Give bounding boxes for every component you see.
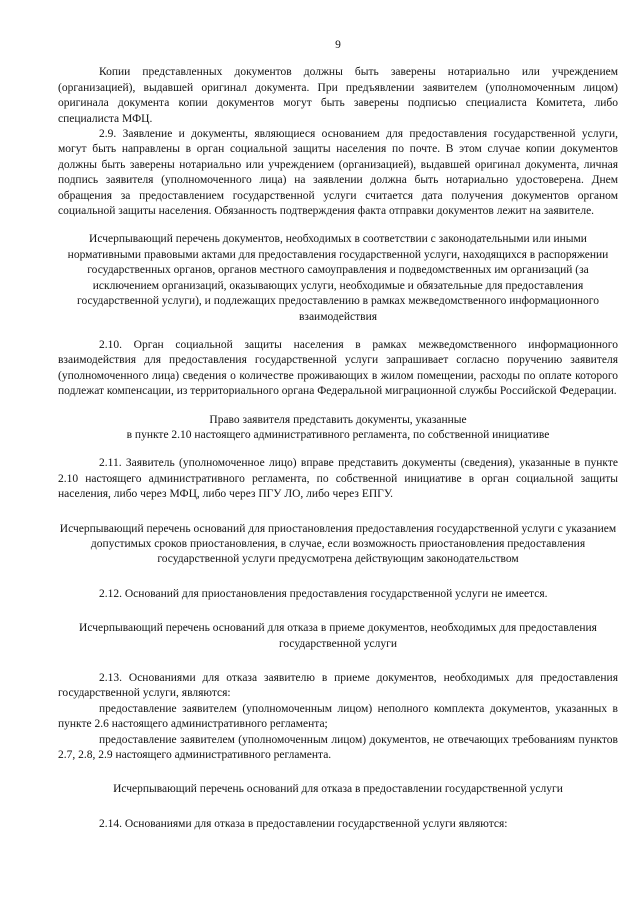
- paragraph-copies-certification: Копии представленных документов должны быть заверены нотариально или учреждением (организацией), выдавшей оригинал документа. При предъявлении заявителем (уполномоченным лицом) оригинала документа копии документов могут быть заверены подписью специалиста Комитета, либо специалиста МФЦ.: [58, 66, 618, 125]
- heading-right-to-submit-line1: Право заявителя представить документы, указанные: [209, 413, 467, 426]
- heading-refusal-of-service: Исчерпывающий перечень оснований для отказа в предоставлении государственной услуги: [113, 783, 563, 796]
- heading-refusal-to-accept-documents: Исчерпывающий перечень оснований для отказа в приеме документов, необходимых для предоставления государственной услуги: [79, 622, 597, 650]
- paragraph-2-9: 2.9. Заявление и документы, являющиеся основанием для предоставления государственной услуги, могут быть направлены в орган социальной защиты населения по почте. В этом случае копии документов должны быть заверены нотариально или учреждением (организацией), выдавшей оригинал документа, личная подпись заявителя (уполномоченного лица) на заявлении должна быть нотариально удостоверена. Днем обращения за предоставлением государственной услуги считается дата получения документов органом социальной защиты населения. Обязанность подтверждения факта отправки документов лежит на заявителе.: [58, 128, 618, 218]
- paragraph-2-11: 2.11. Заявитель (уполномоченное лицо) вправе представить документы (сведения), указанные в пункте 2.10 настоящего административного регламента, по собственной инициативе в орган социальной защиты населения, либо через МФЦ, либо через ПГУ ЛО, либо через ЕПГУ.: [58, 457, 618, 501]
- paragraph-2-12: 2.12. Оснований для приостановления предоставления государственной услуги не имеется.: [99, 587, 548, 600]
- heading-right-to-submit-line2: в пункте 2.10 настоящего административного регламента, по собственной инициативе: [126, 428, 550, 441]
- list-item-noncompliant-documents: предоставление заявителем (уполномоченным лицом) документов, не отвечающих требованиям пунктов 2.7, 2.8, 2.9 настоящего административного регламента.: [58, 733, 618, 762]
- paragraph-2-14: 2.14. Основаниями для отказа в предоставлении государственной услуги являются:: [99, 817, 508, 830]
- list-item-incomplete-documents: предоставление заявителем (уполномоченным лицом) неполного комплекта документов, указанных в пункте 2.6 настоящего административного регламента;: [58, 702, 618, 731]
- heading-interagency-documents: Исчерпывающий перечень документов, необходимых в соответствии с законодательными или иными нормативными правовыми актами для предоставления государственной услуги, находящихся в распоряжении государственных органов, органов местного самоуправления и подведомственных им организаций (за исключением организаций, оказывающих услуги, необходимые и обязательные для предоставления государственной услуги), и подлежащих предоставлению в рамках межведомственного информационного взаимодействия: [67, 233, 609, 323]
- paragraph-2-10: 2.10. Орган социальной защиты населения в рамках межведомственного информационного взаимодействия для предоставления государственной услуги запрашивает согласно поручению заявителя (уполномоченного лица) сведения о количестве проживающих в жилом помещении, расходы по оплате которого подлежат компенсации, из территориального органа Федеральной миграционной службы Российской Федерации.: [58, 338, 618, 398]
- paragraph-2-13: 2.13. Основаниями для отказа заявителю в приеме документов, необходимых для предоставления государственной услуги, являются:: [58, 672, 618, 700]
- page-number: 9: [335, 39, 341, 51]
- heading-suspension-grounds: Исчерпывающий перечень оснований для приостановления предоставления государственной услуги с указанием допустимых сроков приостановления, в случае, если возможность приостановления предоставления государственной услуги предусмотрена действующим законодательством: [59, 522, 617, 566]
